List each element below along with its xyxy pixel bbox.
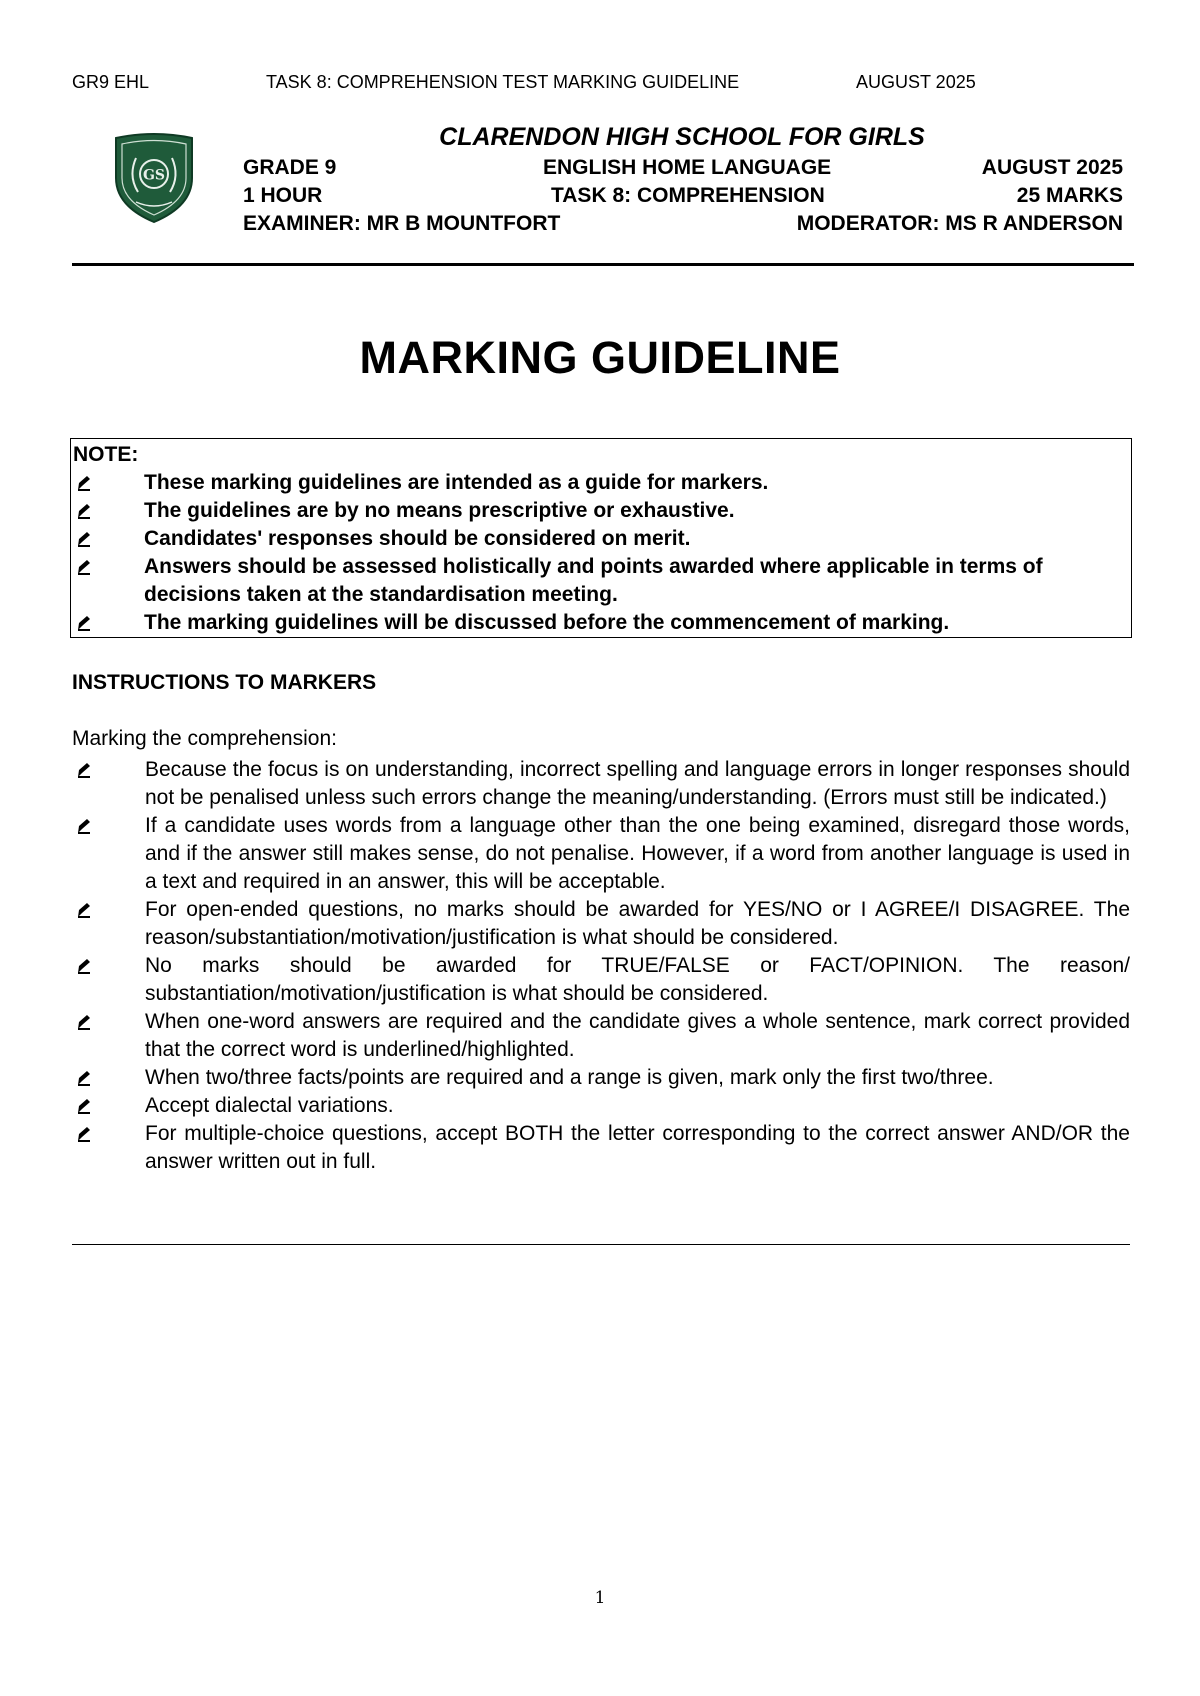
instruction-item [72,896,1130,952]
task-label: TASK 8: COMPREHENSION [551,184,825,207]
total-marks: 25 MARKS [1016,184,1123,207]
writing-hand-bullet-icon [76,1097,92,1115]
header-divider [72,263,1134,266]
note-item-text: The guidelines are by no means prescriptive or exhaustive. [144,499,735,522]
note-label: NOTE: [73,443,139,466]
note-item-text: These marking guidelines are intended as a guide for markers. [144,471,769,494]
running-header-title: TASK 8: COMPREHENSION TEST MARKING GUIDELINE [266,72,740,92]
instruction-item [72,1120,1130,1176]
note-list [73,469,1123,637]
examiner-label: EXAMINER: MR B MOUNTFORT [243,212,561,235]
instruction-item-text: For multiple-choice questions, accept BOTH the letter corresponding to the correct answer AND/OR the answer written out in full. [145,1122,1130,1173]
note-item [73,469,1123,497]
instruction-item [72,812,1130,896]
school-crest-logo [110,132,198,224]
note-item [73,553,1123,609]
subject-label: ENGLISH HOME LANGUAGE [543,156,832,179]
instruction-item-text: For open-ended questions, no marks should be awarded for YES/NO or I AGREE/I DISAGREE. The reason/substantiation/motivation/justification is what should be considered. [145,898,1130,949]
instructions-list [72,756,1130,1176]
running-header-date: AUGUST 2025 [856,72,976,92]
writing-hand-bullet-icon [76,817,92,835]
page-title: MARKING GUIDELINE [359,332,841,383]
writing-hand-bullet-icon [76,1069,92,1087]
instruction-item [72,756,1130,812]
instructions-subheading: Marking the comprehension: [72,727,337,750]
instruction-item-text: When two/three facts/points are required and a range is given, mark only the first two/three. [145,1066,994,1089]
instruction-item [72,1092,1130,1120]
duration-label: 1 HOUR [243,184,323,207]
running-header [72,72,1132,96]
writing-hand-bullet-icon [76,957,92,975]
writing-hand-bullet-icon [76,474,92,492]
section-divider [72,1244,1130,1245]
writing-hand-bullet-icon [76,530,92,548]
note-item-text: Candidates' responses should be considered on merit. [144,527,691,550]
running-header-subject: GR9 EHL [72,72,150,92]
writing-hand-bullet-icon [76,558,92,576]
school-name: CLARENDON HIGH SCHOOL FOR GIRLS [439,123,925,151]
note-item-text: Answers should be assessed holistically and points awarded where applicable in terms of decisions taken at the standardisation meeting. [144,555,1043,606]
writing-hand-bullet-icon [76,614,92,632]
moderator-label: MODERATOR: MS R ANDERSON [796,212,1123,235]
note-item [73,525,1123,553]
writing-hand-bullet-icon [76,761,92,779]
note-box [70,438,1132,638]
instruction-item-text: Accept dialectal variations. [145,1094,394,1117]
info-row-duration [243,184,1123,212]
instruction-item-text: Because the focus is on understanding, incorrect spelling and language errors in longer responses should not be penalised unless such errors change the meaning/understanding. (Errors must still be indicated.) [145,758,1130,809]
instruction-item-text: If a candidate uses words from a language other than the one being examined, disregard those words, and if the answer still makes sense, do not penalise. However, if a word from another language is used in a text and required in an answer, this will be acceptable. [145,814,1130,893]
info-row-staff [243,212,1123,240]
instruction-item [72,1008,1130,1064]
writing-hand-bullet-icon [76,1013,92,1031]
instruction-item [72,952,1130,1008]
instructions-heading: INSTRUCTIONS TO MARKERS [72,671,377,694]
info-row-grade [243,156,1123,184]
writing-hand-bullet-icon [76,901,92,919]
writing-hand-bullet-icon [76,502,92,520]
note-item-text: The marking guidelines will be discussed before the commencement of marking. [144,611,950,634]
writing-hand-bullet-icon [76,1125,92,1143]
crest-initials: GS [142,167,166,184]
page-number: 1 [594,1588,606,1608]
instruction-item [72,1064,1130,1092]
grade-label: GRADE 9 [243,156,337,179]
note-item [73,609,1123,637]
instruction-item-text: No marks should be awarded for TRUE/FALSE or FACT/OPINION. The reason/ substantiation/motivation/justification is what should be considered. [145,954,1130,1005]
exam-date: AUGUST 2025 [981,156,1123,179]
instruction-item-text: When one-word answers are required and the candidate gives a whole sentence, mark correct provided that the correct word is underlined/highlighted. [145,1010,1130,1061]
note-item [73,497,1123,525]
